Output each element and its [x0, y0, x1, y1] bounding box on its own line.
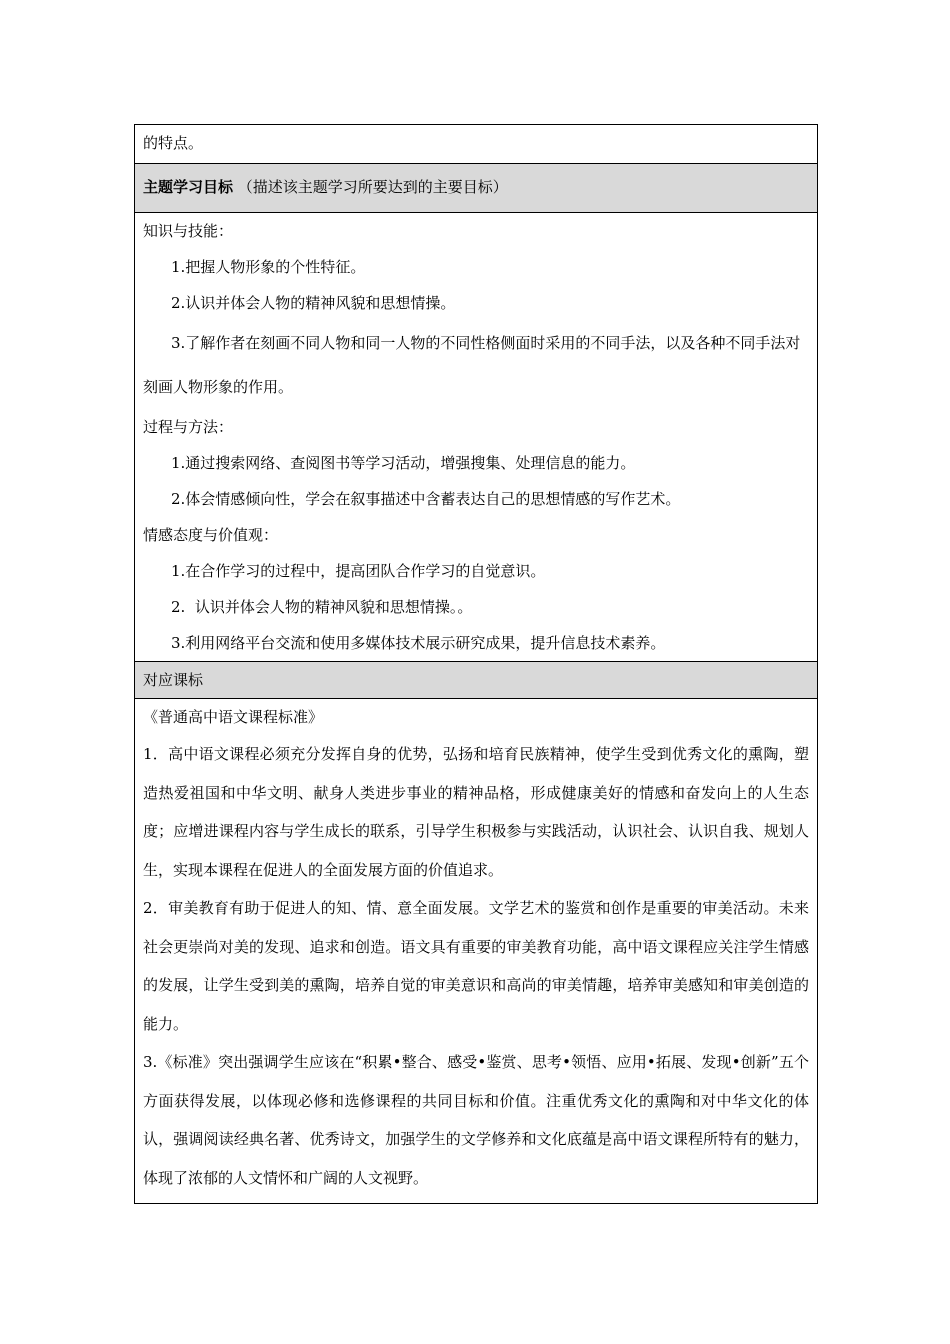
lesson-plan-table [134, 124, 818, 1204]
standards-header-title: 对应课标 [143, 671, 204, 689]
standards-title: 《普通高中语文课程标准》 [143, 708, 324, 726]
standards-cell [135, 699, 818, 1204]
emotion-item: 2. 认识并体会人物的精神风貌和思想情操。。 [171, 598, 473, 616]
continuation-text: 的特点。 [143, 134, 204, 152]
goals-cell [135, 213, 818, 662]
goals-header-title: 主题学习目标 [143, 178, 234, 196]
continuation-cell [135, 125, 818, 164]
goals-row [135, 213, 818, 662]
standards-header-cell [135, 662, 818, 699]
process-label: 过程与方法： [143, 418, 234, 436]
goals-header-hint: （描述该主题学习所要达到的主要目标） [237, 178, 508, 196]
standards-row [135, 699, 818, 1204]
process-item: 2.体会情感倾向性，学会在叙事描述中含蓄表达自己的思想情感的写作艺术。 [171, 490, 681, 508]
process-item: 1.通过搜索网络、查阅图书等学习活动，增强搜集、处理信息的能力。 [171, 454, 636, 472]
standards-paragraph: 2．审美教育有助于促进人的知、情、意全面发展。文学艺术的鉴赏和创作是重要的审美活动。未来社会更崇尚对美的发现、追求和创造。语文具有重要的审美教育功能，高中语文课程应关注学生情感的发展，让学生受到美的熏陶，培养自觉的审美意识和高尚的审美情趣，培养审美感知和审美创造的能力。 [143, 899, 809, 1033]
goals-header-cell [135, 164, 818, 213]
knowledge-item: 2.认识并体会人物的精神风貌和思想情操。 [171, 294, 456, 312]
knowledge-item: 1.把握人物形象的个性特征。 [171, 258, 366, 276]
continuation-row [135, 125, 818, 164]
standards-paragraph: 1．高中语文课程必须充分发挥自身的优势，弘扬和培育民族精神，使学生受到优秀文化的熏陶，塑造热爱祖国和中华文明、献身人类进步事业的精神品格，形成健康美好的情感和奋发向上的人生态度；应增进课程内容与学生成长的联系，引导学生积极参与实践活动，认识社会、认识自我、规划人生，实现本课程在促进人的全面发展方面的价值追求。 [143, 745, 809, 879]
standards-paragraph: 3.《标准》突出强调学生应该在“积累•整合、感受•鉴赏、思考•领悟、应用•拓展、发现•创新”五个方面获得发展，以体现必修和选修课程的共同目标和价值。注重优秀文化的熏陶和对中华文化的体认，强调阅读经典名著、优秀诗文，加强学生的文学修养和文化底蕴是高中语文课程所特有的魅力，体现了浓郁的人文情怀和广阔的人文视野。 [143, 1053, 809, 1187]
goals-header-row [135, 164, 818, 213]
emotion-item: 1.在合作学习的过程中，提高团队合作学习的自觉意识。 [171, 562, 546, 580]
knowledge-item: 3.了解作者在刻画不同人物和同一人物的不同性格侧面时采用的不同手法，以及各种不同手法对刻画人物形象的作用。 [143, 334, 801, 396]
emotion-label: 情感态度与价值观： [143, 526, 279, 544]
knowledge-label: 知识与技能： [143, 222, 234, 240]
emotion-item: 3.利用网络平台交流和使用多媒体技术展示研究成果，提升信息技术素养。 [171, 634, 666, 652]
standards-header-row [135, 662, 818, 699]
